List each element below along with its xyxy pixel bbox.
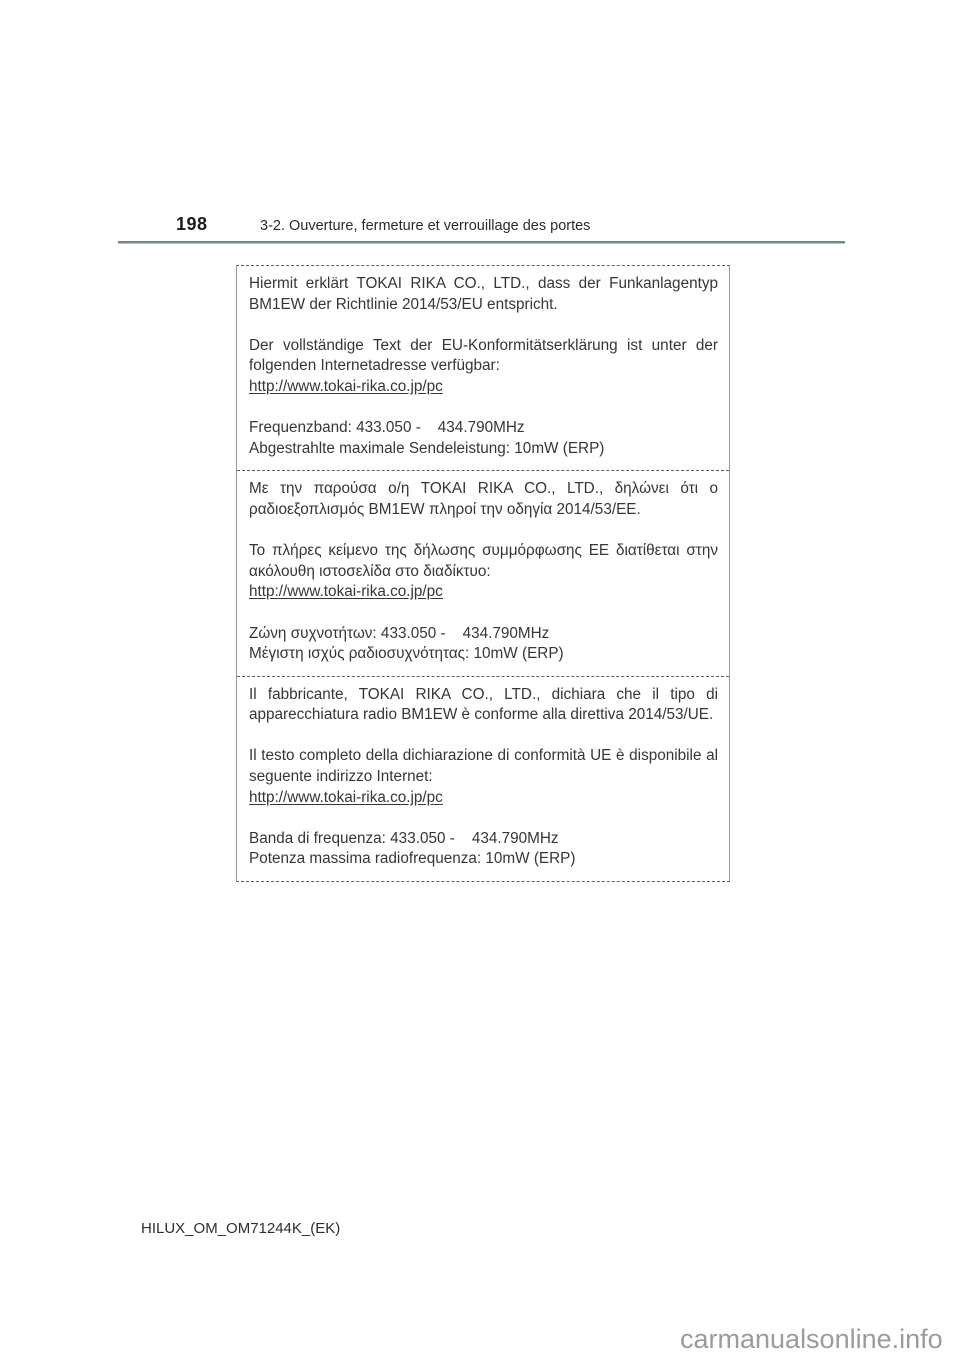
declaration-line: ραδιοεξοπλισμός BM1EW πληροί την οδηγία 2014/53/ΕΕ.	[249, 500, 641, 518]
max-power-line: Potenza massima radiofrequenza: 10mW (ERP)	[249, 850, 576, 868]
declaration-line: apparecchiatura radio BM1EW è conforme alla direttiva 2014/53/UE.	[249, 706, 714, 724]
max-power-line: Abgestrahlte maximale Sendeleistung: 10mW (ERP)	[249, 439, 605, 457]
declaration-line: Με την παρούσα ο/η TOKAI RIKA CO., LTD., δηλώνει ότι ο	[249, 480, 718, 498]
declaration-section-greek	[237, 470, 729, 675]
max-power-line: Μέγιστη ισχύς ραδιοσυχνότητας: 10mW (ERP)	[249, 645, 564, 663]
blank-line	[249, 398, 718, 419]
watermark: carmanualsonline.info	[680, 1324, 943, 1354]
url-link[interactable]: http://www.tokai-rika.co.jp/pc	[249, 788, 443, 806]
frequency-band-line: Ζώνη συχνοτήτων: 433.050 - 434.790MHz	[249, 624, 550, 642]
frequency-band-line: Banda di frequenza: 433.050 - 434.790MHz	[249, 829, 559, 847]
blank-line	[249, 726, 718, 747]
availability-line: Το πλήρες κείμενο της δήλωσης συμμόρφωσης ΕΕ διατίθεται στην	[249, 542, 718, 560]
header-rule	[118, 241, 845, 244]
availability-line: Il testo completo della dichiarazione di conformità UE è disponibile al	[249, 747, 718, 765]
declaration-box	[236, 265, 730, 882]
frequency-band-line: Frequenzband: 433.050 - 434.790MHz	[249, 419, 525, 437]
url-link[interactable]: http://www.tokai-rika.co.jp/pc	[249, 583, 443, 601]
blank-line	[249, 808, 718, 829]
declaration-line: BM1EW der Richtlinie 2014/53/EU entspricht.	[249, 295, 558, 313]
declaration-section-italian	[237, 676, 729, 881]
blank-line	[249, 521, 718, 542]
availability-line: ακόλουθη ιστοσελίδα στο διαδίκτυο:	[249, 562, 491, 580]
declaration-line: Hiermit erklärt TOKAI RIKA CO., LTD., dass der Funkanlagentyp	[249, 275, 718, 292]
blank-line	[249, 315, 718, 336]
page-number: 198	[176, 214, 208, 234]
availability-line: seguente indirizzo Internet:	[249, 768, 433, 786]
declaration-section-german	[237, 266, 729, 470]
availability-line: Der vollständige Text der EU-Konformitätserklärung ist unter der	[249, 336, 718, 354]
declaration-line: Il fabbricante, TOKAI RIKA CO., LTD., dichiara che il tipo di	[249, 685, 718, 703]
url-link[interactable]: http://www.tokai-rika.co.jp/pc	[249, 377, 443, 395]
chapter-title: 3-2. Ouverture, fermeture et verrouillage des portes	[260, 218, 591, 234]
blank-line	[249, 603, 718, 624]
availability-line: folgenden Internetadresse verfügbar:	[249, 357, 500, 375]
document-code: HILUX_OM_OM71244K_(EK)	[141, 1220, 341, 1237]
